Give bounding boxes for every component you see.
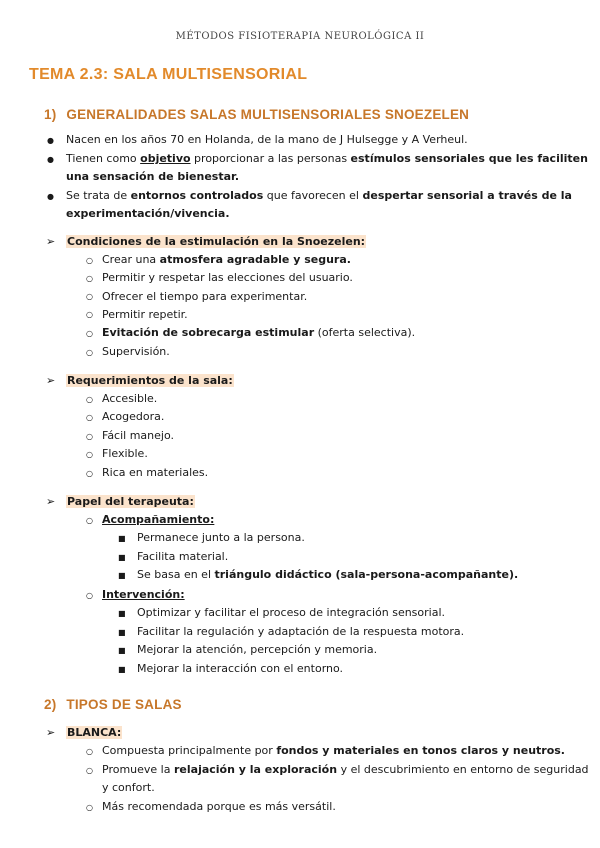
sub-heading: Intervención:: [102, 588, 185, 601]
circle-bullet-icon: ○: [86, 432, 93, 441]
square-bullet-icon: ■: [118, 609, 126, 618]
circle-bullet-icon: ○: [86, 450, 93, 459]
subsection-heading: Requerimientos de la sala:: [67, 374, 233, 387]
list-item: Accesible.: [102, 392, 158, 405]
subsection-heading: Condiciones de la estimulación en la Snoezelen:: [67, 235, 366, 248]
square-bullet-icon: ■: [118, 534, 126, 543]
list-item: Rica en materiales.: [102, 466, 209, 479]
list-item: Flexible.: [102, 447, 148, 460]
circle-bullet-icon: ○: [86, 274, 93, 283]
list-item: Nacen en los años 70 en Holanda, de la mano de J Hulsegge y A Verheul.: [66, 133, 468, 146]
list-item: Mejorar la interacción con el entorno.: [137, 662, 344, 675]
square-bullet-icon: ■: [118, 571, 126, 580]
list-item: Facilitar la regulación y adaptación de la respuesta motora.: [137, 625, 465, 638]
list-item-cont: experimentación/vivencia.: [66, 207, 230, 220]
section-title-text: TIPOS DE SALAS: [66, 697, 182, 712]
list-item: Crear una atmosfera agradable y segura.: [102, 253, 351, 266]
section-2-heading: [44, 697, 182, 712]
list-item: Mejorar la atención, percepción y memoria.: [137, 643, 378, 656]
list-item: Evitación de sobrecarga estimular (oferta selectiva).: [102, 326, 416, 339]
circle-bullet-icon: ○: [86, 395, 93, 404]
bullet-icon: ●: [47, 192, 54, 201]
list-item-cont: y confort.: [102, 781, 155, 794]
list-item: Supervisión.: [102, 345, 170, 358]
arrow-bullet-icon: ➢: [46, 495, 56, 508]
circle-bullet-icon: ○: [86, 516, 93, 525]
section-1-heading: [44, 107, 469, 122]
list-item: Permanece junto a la persona.: [137, 531, 305, 544]
circle-bullet-icon: ○: [86, 348, 93, 357]
list-item: Tienen como objetivo proporcionar a las personas estímulos sensoriales que les faciliten: [66, 152, 588, 165]
circle-bullet-icon: ○: [86, 747, 93, 756]
section-number: 2): [44, 697, 57, 712]
circle-bullet-icon: ○: [86, 310, 93, 319]
list-item: Se basa en el triángulo didáctico (sala-persona-acompañante).: [137, 568, 519, 581]
square-bullet-icon: ■: [118, 628, 126, 637]
list-item: Se trata de entornos controlados que favorecen el despertar sensorial a través de la: [66, 189, 572, 202]
list-item: Optimizar y facilitar el proceso de integración sensorial.: [137, 606, 446, 619]
arrow-bullet-icon: ➢: [46, 374, 56, 387]
circle-bullet-icon: ○: [86, 803, 93, 812]
circle-bullet-icon: ○: [86, 256, 93, 265]
arrow-bullet-icon: ➢: [46, 726, 56, 739]
circle-bullet-icon: ○: [86, 766, 93, 775]
bullet-icon: ●: [47, 136, 54, 145]
section-number: 1): [44, 107, 57, 122]
topic-title: TEMA 2.3: SALA MULTISENSORIAL: [29, 66, 308, 83]
list-item: Compuesta principalmente por fondos y materiales en tonos claros y neutros.: [102, 744, 565, 757]
square-bullet-icon: ■: [118, 553, 126, 562]
section-title-text: GENERALIDADES SALAS MULTISENSORIALES SNOEZELEN: [66, 107, 470, 122]
circle-bullet-icon: ○: [86, 329, 93, 338]
subsection-heading: Papel del terapeuta:: [67, 495, 194, 508]
list-item: Facilita material.: [137, 550, 229, 563]
square-bullet-icon: ■: [118, 646, 126, 655]
list-item: Ofrecer el tiempo para experimentar.: [102, 290, 308, 303]
list-item: Permitir y respetar las elecciones del usuario.: [102, 271, 353, 284]
list-item: Fácil manejo.: [102, 429, 174, 442]
list-item: Más recomendada porque es más versátil.: [102, 800, 336, 813]
circle-bullet-icon: ○: [86, 413, 93, 422]
subsection-heading: BLANCA:: [67, 726, 122, 739]
circle-bullet-icon: ○: [86, 591, 93, 600]
list-item-cont: una sensación de bienestar.: [66, 170, 240, 183]
square-bullet-icon: ■: [118, 665, 126, 674]
circle-bullet-icon: ○: [86, 292, 93, 301]
circle-bullet-icon: ○: [86, 469, 93, 478]
page-header: MÉTODOS FISIOTERAPIA NEUROLÓGICA II: [175, 31, 425, 42]
list-item: Promueve la relajación y la exploración y el descubrimiento en entorno de seguridad: [102, 763, 589, 776]
list-item: Acogedora.: [102, 410, 165, 423]
arrow-bullet-icon: ➢: [46, 235, 56, 248]
list-item: Permitir repetir.: [102, 308, 188, 321]
sub-heading: Acompañamiento:: [102, 513, 215, 526]
bullet-icon: ●: [47, 155, 54, 164]
